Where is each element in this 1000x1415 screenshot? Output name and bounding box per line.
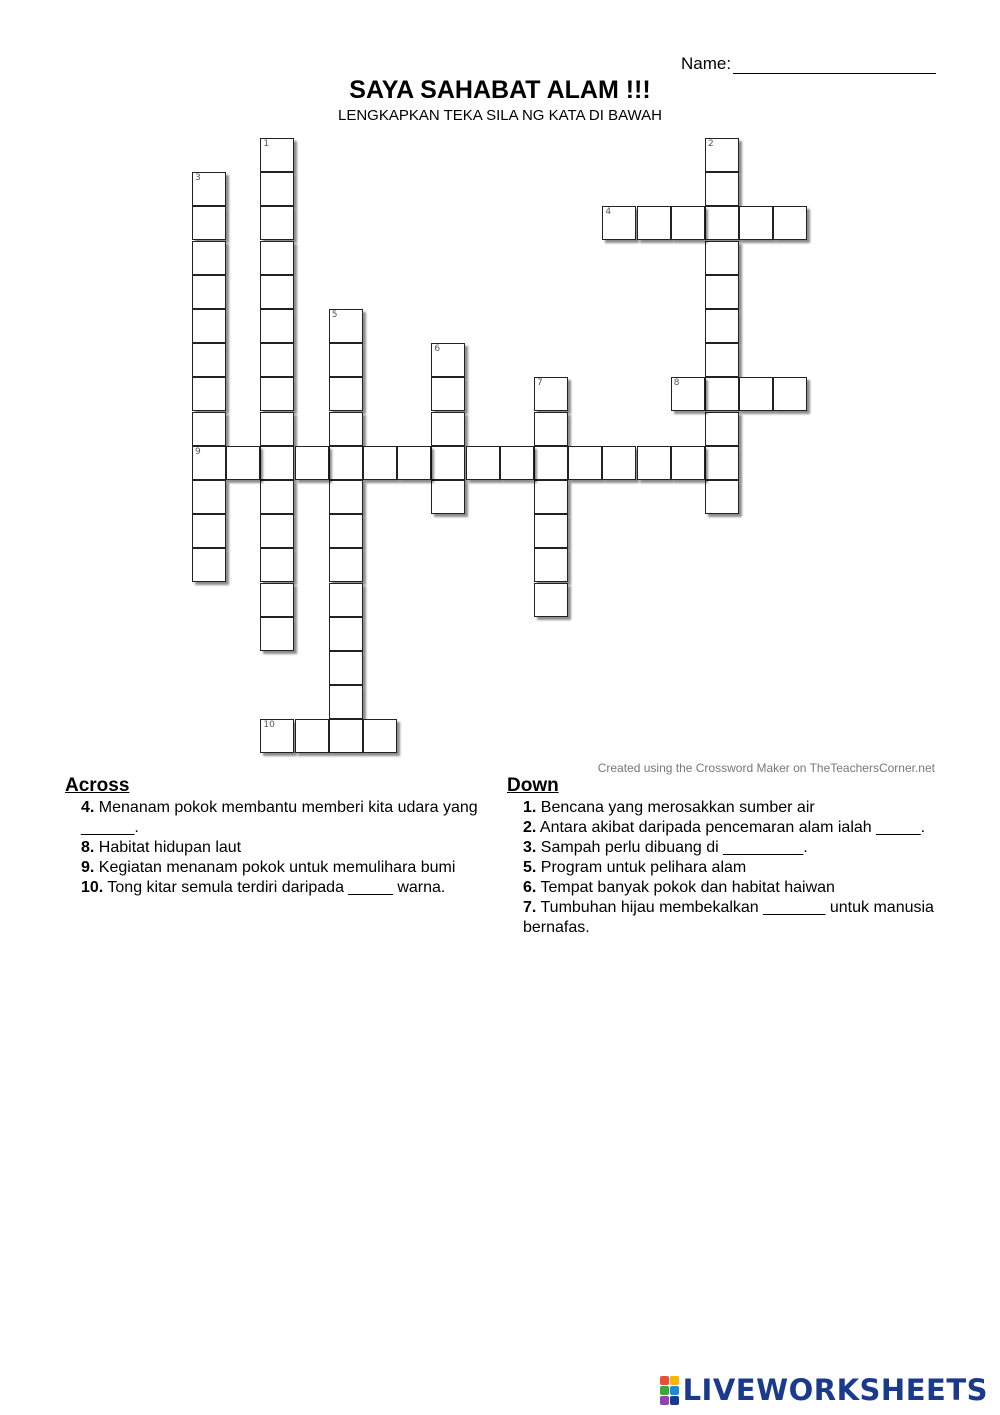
crossword-cell[interactable] xyxy=(637,446,671,480)
crossword-cell[interactable] xyxy=(739,206,773,240)
clue-number: 5. xyxy=(523,859,537,876)
clue-number-label: 5 xyxy=(331,310,338,320)
clue-item xyxy=(507,898,937,938)
clue-number-label: 10 xyxy=(263,720,275,731)
clue-item xyxy=(65,858,495,878)
crossword-cell[interactable] xyxy=(260,377,294,411)
clue-number: 3. xyxy=(523,839,537,856)
clue-text: Program untuk pelihara alam xyxy=(536,859,747,876)
crossword-cell[interactable] xyxy=(705,275,739,309)
crossword-cell[interactable] xyxy=(329,514,363,548)
crossword-cell[interactable] xyxy=(329,480,363,514)
crossword-cell[interactable] xyxy=(329,583,363,617)
logo-square xyxy=(670,1376,679,1385)
crossword-cell[interactable] xyxy=(295,446,329,480)
clue-text: Antara akibat daripada pencemaran alam ialah _____. xyxy=(536,819,926,836)
crossword-cell[interactable] xyxy=(705,172,739,206)
crossword-cell[interactable] xyxy=(534,377,568,411)
crossword-cell[interactable] xyxy=(192,172,226,206)
crossword-cell[interactable] xyxy=(431,480,465,514)
crossword-cell[interactable] xyxy=(329,617,363,651)
crossword-cell[interactable] xyxy=(534,583,568,617)
clue-number: 7. xyxy=(523,899,537,916)
crossword-cell[interactable] xyxy=(329,651,363,685)
crossword-cell[interactable] xyxy=(260,241,294,275)
crossword-cell[interactable] xyxy=(431,377,465,411)
clue-item xyxy=(507,818,937,838)
crossword-cell[interactable] xyxy=(260,309,294,343)
clue-number-label: 3 xyxy=(195,173,201,184)
crossword-cell[interactable] xyxy=(602,446,636,480)
crossword-cell[interactable] xyxy=(329,548,363,582)
clue-text: Bencana yang merosakkan sumber air xyxy=(536,799,815,816)
crossword-cell[interactable] xyxy=(705,241,739,275)
crossword-cell[interactable] xyxy=(534,514,568,548)
down-clues xyxy=(507,776,937,938)
logo-text: LIVEWORKSHEETS xyxy=(682,1373,988,1407)
clue-number: 1. xyxy=(523,799,537,816)
crossword-cell[interactable] xyxy=(260,343,294,377)
clue-number-label: 4 xyxy=(605,207,612,218)
crossword-cell[interactable] xyxy=(226,446,260,480)
clue-number: 4. xyxy=(81,799,95,816)
clue-text: Tong kitar semula terdiri daripada _____ warna. xyxy=(103,879,446,896)
crossword-cell[interactable] xyxy=(705,138,739,172)
crossword-cell[interactable] xyxy=(705,206,739,240)
clue-text: Tumbuhan hijau membekalkan _______ untuk manusia bernafas. xyxy=(523,899,934,936)
clue-number-label: 8 xyxy=(673,378,680,389)
crossword-cell[interactable] xyxy=(431,446,465,480)
clue-text: Tempat banyak pokok dan habitat haiwan xyxy=(536,879,835,896)
crossword-cell[interactable] xyxy=(329,685,363,719)
crossword-cell[interactable] xyxy=(705,446,739,480)
credit-text: Created using the Crossword Maker on TheTeachersCorner.net xyxy=(597,761,935,775)
crossword-cell[interactable] xyxy=(363,446,397,480)
crossword-cell[interactable] xyxy=(260,617,294,651)
crossword-cell[interactable] xyxy=(671,377,705,411)
crossword-cell[interactable] xyxy=(637,206,671,240)
crossword-cell[interactable] xyxy=(329,377,363,411)
crossword-cell[interactable] xyxy=(192,343,226,377)
clue-item xyxy=(507,878,937,898)
crossword-cell[interactable] xyxy=(192,241,226,275)
clue-number-label: 9 xyxy=(195,446,201,457)
liveworksheets-logo xyxy=(660,1375,988,1405)
clue-number-label: 6 xyxy=(434,344,441,355)
crossword-cell[interactable] xyxy=(260,548,294,582)
crossword-cell[interactable] xyxy=(192,412,226,446)
down-heading: Down xyxy=(507,775,559,796)
crossword-cell[interactable] xyxy=(705,412,739,446)
clue-number: 6. xyxy=(523,879,537,896)
logo-square xyxy=(670,1396,679,1405)
crossword-cell[interactable] xyxy=(260,412,294,446)
crossword-cell[interactable] xyxy=(192,377,226,411)
crossword-cell[interactable] xyxy=(260,583,294,617)
across-clues xyxy=(65,776,495,898)
name-label: Name: xyxy=(681,54,732,73)
clue-text: Sampah perlu dibuang di _________. xyxy=(536,839,808,856)
clue-number-label: 7 xyxy=(537,378,543,389)
logo-square xyxy=(660,1396,669,1405)
clue-number: 8. xyxy=(81,839,95,856)
crossword-cell[interactable] xyxy=(192,548,226,582)
crossword-cell[interactable] xyxy=(705,377,739,411)
crossword-cell[interactable] xyxy=(466,446,500,480)
crossword-cell[interactable] xyxy=(260,275,294,309)
crossword-cell[interactable] xyxy=(773,377,807,411)
crossword-cell[interactable] xyxy=(329,719,363,753)
clue-text: Kegiatan menanam pokok untuk memulihara bumi xyxy=(94,859,456,876)
crossword-cell[interactable] xyxy=(192,480,226,514)
crossword-cell[interactable] xyxy=(192,309,226,343)
page-title: SAYA SAHABAT ALAM !!! xyxy=(349,76,651,104)
crossword-cell[interactable] xyxy=(260,480,294,514)
clue-item xyxy=(65,798,495,838)
clue-number: 9. xyxy=(81,859,95,876)
logo-square xyxy=(670,1386,679,1395)
crossword-cell[interactable] xyxy=(329,412,363,446)
crossword-cell[interactable] xyxy=(260,172,294,206)
clue-item xyxy=(65,878,495,898)
clue-number: 10. xyxy=(81,879,104,896)
crossword-cell[interactable] xyxy=(671,206,705,240)
crossword-cell[interactable] xyxy=(329,343,363,377)
crossword-cell[interactable] xyxy=(329,309,363,343)
crossword-cell[interactable] xyxy=(705,480,739,514)
page-subtitle: LENGKAPKAN TEKA SILA NG KATA DI BAWAH xyxy=(338,107,662,124)
crossword-cell[interactable] xyxy=(773,206,807,240)
crossword-cell[interactable] xyxy=(739,377,773,411)
crossword-cell[interactable] xyxy=(397,446,431,480)
crossword-cell[interactable] xyxy=(705,343,739,377)
crossword-cell[interactable] xyxy=(192,275,226,309)
clue-item xyxy=(65,838,495,858)
crossword-cell[interactable] xyxy=(431,412,465,446)
logo-square xyxy=(660,1376,669,1385)
crossword-cell[interactable] xyxy=(260,206,294,240)
crossword-cell[interactable] xyxy=(602,206,636,240)
crossword-cell[interactable] xyxy=(705,309,739,343)
clue-number-label: 1 xyxy=(263,139,270,149)
crossword-cell[interactable] xyxy=(534,548,568,582)
crossword-cell[interactable] xyxy=(192,206,226,240)
across-heading: Across xyxy=(65,775,130,796)
crossword-cell[interactable] xyxy=(671,446,705,480)
crossword-cell[interactable] xyxy=(295,719,329,753)
crossword-cell[interactable] xyxy=(568,446,602,480)
crossword-cell[interactable] xyxy=(260,514,294,548)
crossword-cell[interactable] xyxy=(260,446,294,480)
crossword-cell[interactable] xyxy=(500,446,534,480)
crossword-cell[interactable] xyxy=(192,514,226,548)
clue-item xyxy=(507,798,937,818)
clue-number: 2. xyxy=(523,819,537,836)
clue-item xyxy=(507,858,937,878)
liveworksheets-logo-icon xyxy=(660,1376,679,1405)
crossword-cell[interactable] xyxy=(534,412,568,446)
logo-square xyxy=(660,1386,669,1395)
crossword-cell[interactable] xyxy=(534,480,568,514)
crossword-cell[interactable] xyxy=(260,138,294,172)
clue-text: Menanam pokok membantu memberi kita udara yang ______. xyxy=(81,799,478,836)
clue-number-label: 2 xyxy=(708,139,714,149)
crossword-cell[interactable] xyxy=(260,719,294,753)
crossword-cell[interactable] xyxy=(534,446,568,480)
crossword-cell[interactable] xyxy=(363,719,397,753)
crossword-cell[interactable] xyxy=(192,446,226,480)
crossword-cell[interactable] xyxy=(329,446,363,480)
crossword-cell[interactable] xyxy=(431,343,465,377)
clue-item xyxy=(507,838,937,858)
clue-text: Habitat hidupan laut xyxy=(94,839,242,856)
